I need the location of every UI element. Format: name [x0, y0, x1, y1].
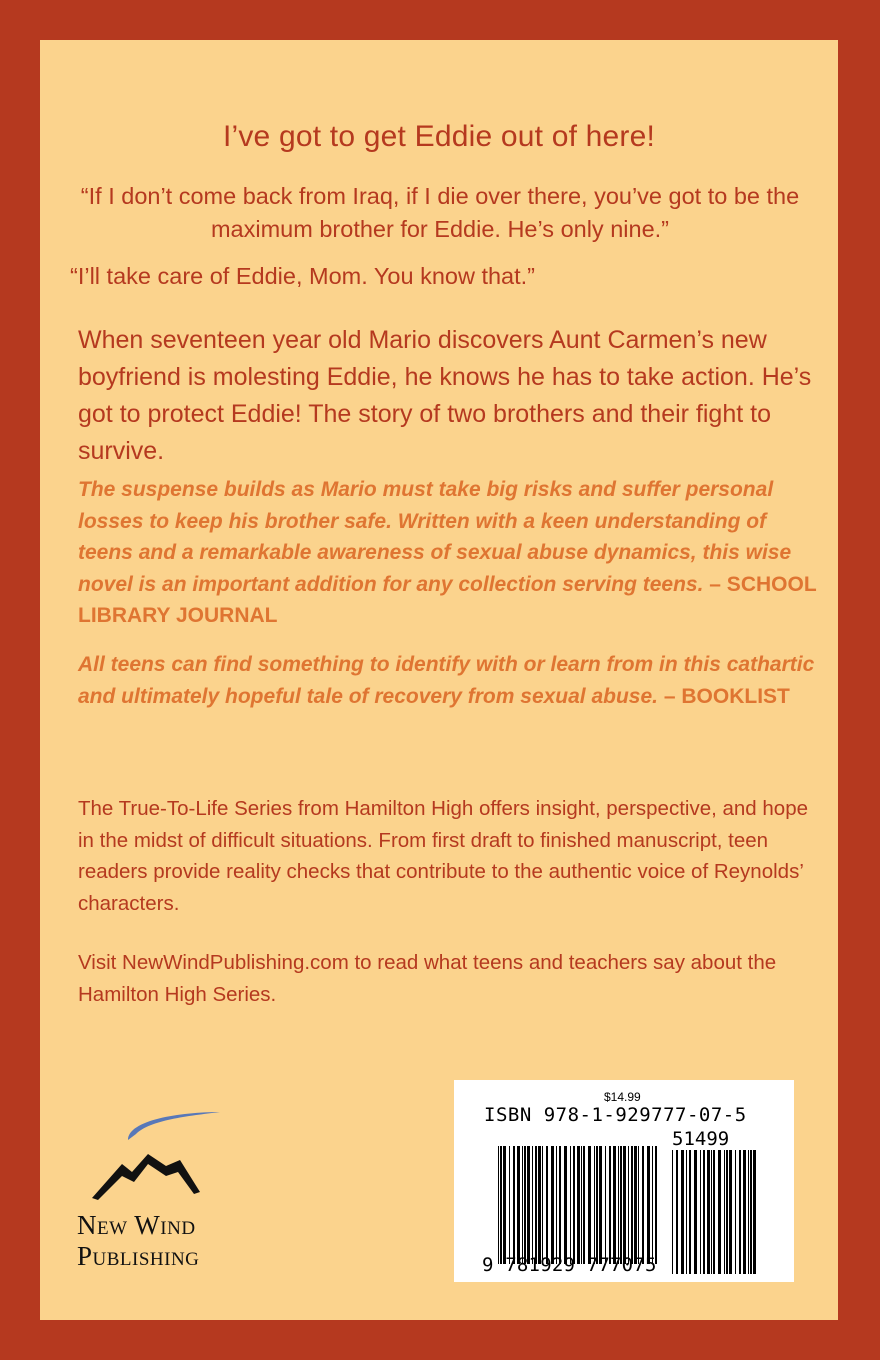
website-note: Visit NewWindPublishing.com to read what teens and teachers say about the Hamilton High Series. [78, 951, 777, 1006]
publisher-line1: New Wind [77, 1210, 196, 1240]
barcode-bar [583, 1146, 585, 1264]
publisher-line2: Publishing [77, 1241, 200, 1271]
barcode-bar [542, 1146, 543, 1264]
barcode-bar [546, 1146, 548, 1264]
barcode-bar [620, 1146, 622, 1264]
barcode-bar [556, 1146, 557, 1264]
barcode-bar [638, 1146, 639, 1264]
publisher-name [77, 1210, 237, 1272]
barcode-bar [613, 1146, 616, 1264]
barcode-bar [509, 1146, 510, 1264]
barcode-bar [581, 1146, 582, 1264]
barcode-bar [655, 1146, 657, 1264]
barcode-bar [535, 1146, 537, 1264]
barcode-bar [703, 1150, 705, 1274]
barcode-bar [634, 1146, 637, 1264]
barcode-bar [628, 1146, 629, 1264]
tagline: I’ve got to get Eddie out of here! [222, 120, 656, 153]
barcode-bar [726, 1150, 728, 1274]
back-cover-panel [40, 40, 838, 1320]
barcode-bar [652, 1146, 653, 1264]
barcode-bar [522, 1146, 523, 1264]
barcode-bar [538, 1146, 541, 1264]
barcode-bar [647, 1146, 650, 1264]
barcode-bar [700, 1150, 701, 1274]
barcode-bar [711, 1150, 712, 1274]
review-source: – SCHOOL LIBRARY JOURNAL [78, 572, 817, 627]
mario-quote: “I’ll take care of Eddie, Mom. You know that.” [70, 263, 536, 289]
barcode-bar [573, 1146, 575, 1264]
barcode-bar [517, 1146, 520, 1264]
review-source: – BOOKLIST [663, 684, 790, 708]
barcode-bar [631, 1146, 633, 1264]
barcode-bar [686, 1150, 687, 1274]
barcode-bar [605, 1146, 606, 1264]
addon-number: 51499 [672, 1128, 730, 1150]
price-label: $14.99 [604, 1090, 641, 1104]
barcode-bar [524, 1146, 526, 1264]
review-school-library-journal [78, 474, 818, 632]
barcode-bar [743, 1150, 746, 1274]
barcode-bar [729, 1150, 732, 1274]
barcode-bar [642, 1146, 644, 1264]
barcode-bar [596, 1146, 598, 1264]
barcode-bar [500, 1146, 502, 1264]
series-blurb: The True-To-Life Series from Hamilton High offers insight, perspective, and hope in the midst of difficult situations. From first draft to finished manuscript, teen readers provide reality checks that contribute to the authentic voice of Reynolds’ characters. [78, 797, 809, 915]
barcode-bar [559, 1146, 561, 1264]
barcode-bar [551, 1146, 554, 1264]
barcode-bar [724, 1150, 725, 1274]
barcode-bar [564, 1146, 567, 1264]
barcode-bar [623, 1146, 626, 1264]
barcode-bar [753, 1150, 756, 1274]
barcode-bar [676, 1150, 678, 1274]
barcode-bar [570, 1146, 571, 1264]
barcode-bar [750, 1150, 752, 1274]
barcode-bar [681, 1150, 684, 1274]
mom-quote: “If I don’t come back from Iraq, if I die over there, you’ve got to be the maximum brother for Eddie. He’s only nine.” [80, 183, 800, 242]
story-summary: When seventeen year old Mario discovers Aunt Carmen’s new boyfriend is molesting Eddie, he knows he has to take action. He’s got to protect Eddie! The story of two brothers and their fight to survive. [78, 326, 812, 465]
isbn-number: ISBN 978-1-929777-07-5 [484, 1104, 747, 1126]
review-text: All teens can find something to identify with or learn from in this cathartic and ultimately hopeful tale of recovery from sexual abuse. [78, 653, 815, 708]
barcode-bar [748, 1150, 749, 1274]
barcode-bar [618, 1146, 619, 1264]
barcode-bar [694, 1150, 697, 1274]
barcode-bar [594, 1146, 595, 1264]
review-booklist [78, 649, 818, 712]
ean-digits: 9 781929 777075 [482, 1254, 657, 1276]
barcode-bar [672, 1150, 673, 1274]
barcode-bar [713, 1150, 715, 1274]
barcode-bar [739, 1150, 741, 1274]
isbn-barcode [454, 1080, 794, 1282]
barcode-bar [588, 1146, 591, 1264]
barcode-bar [498, 1146, 499, 1264]
barcode-bar [609, 1146, 611, 1264]
barcode-bar [689, 1150, 691, 1274]
barcode-bar [503, 1146, 506, 1264]
barcode-bar [577, 1146, 580, 1264]
barcode-bar [707, 1150, 710, 1274]
barcode-bar [599, 1146, 602, 1264]
barcode-bar [532, 1146, 533, 1264]
barcode-bar [513, 1146, 515, 1264]
barcode-bar [718, 1150, 721, 1274]
barcode-bar [527, 1146, 530, 1264]
barcode-bar [735, 1150, 736, 1274]
review-text: The suspense builds as Mario must take big risks and suffer personal losses to keep his brother safe. Written with a keen understanding of teens and a remarkable awareness of sexual abuse dynamics, this wise novel is an important addition for any collection serving teens. [78, 478, 792, 596]
